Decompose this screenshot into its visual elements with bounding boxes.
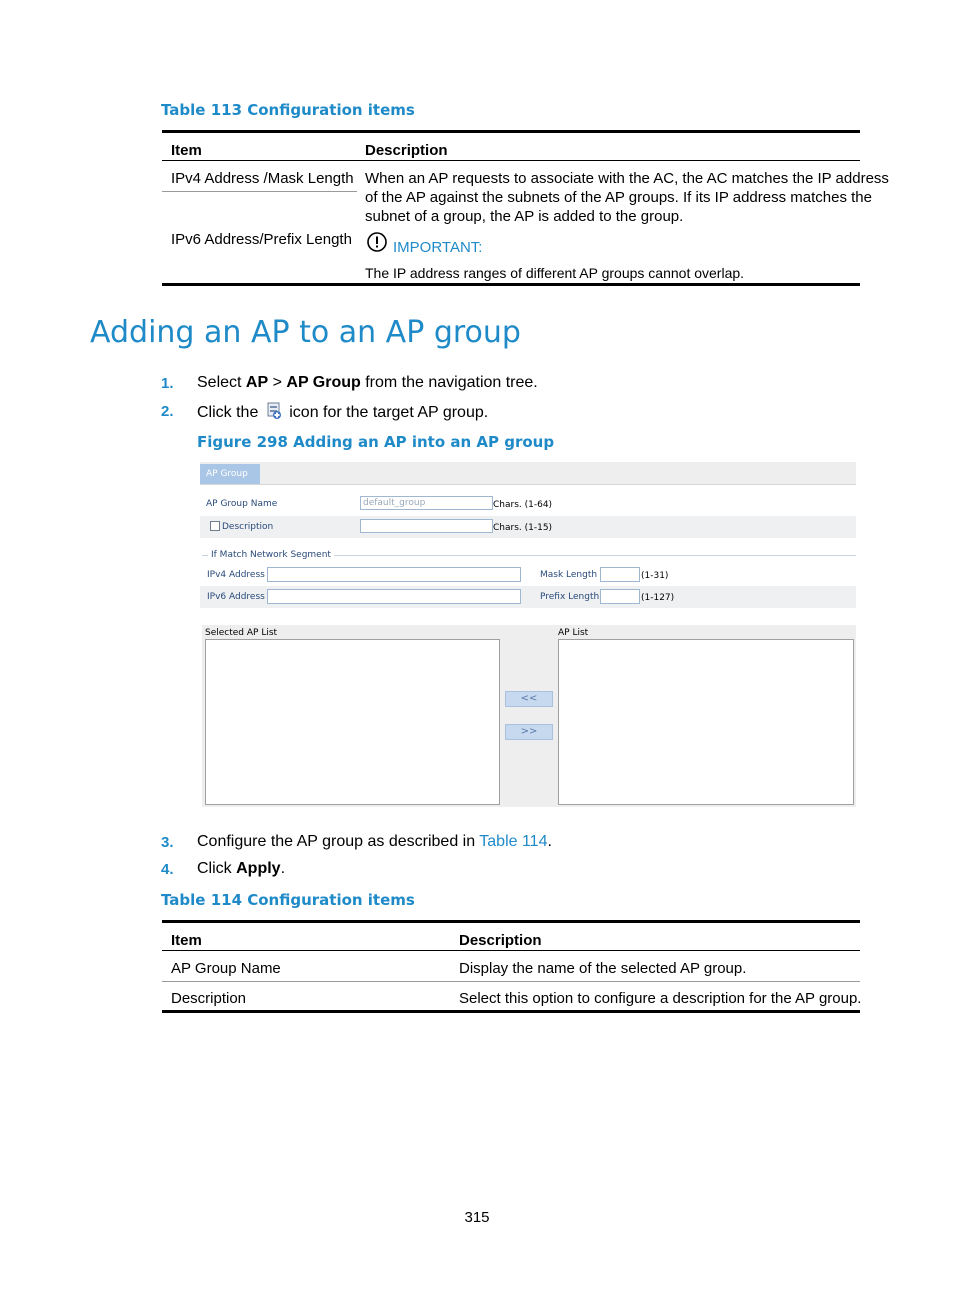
table-header-item: Item bbox=[171, 142, 202, 159]
mask-length-hint: (1-31) bbox=[641, 571, 669, 581]
description-label: Description bbox=[222, 522, 274, 532]
ipv4-label: IPv4 Address bbox=[207, 570, 265, 580]
ap-group-name-row bbox=[200, 494, 856, 516]
description-hint: Chars. (1-15) bbox=[493, 523, 553, 533]
table-cell-description-line: When an AP requests to associate with the AC, the AC matches the IP address bbox=[365, 170, 889, 187]
table-cell-item: AP Group Name bbox=[171, 960, 281, 977]
table-114-link[interactable]: Table 114 bbox=[479, 833, 548, 850]
ap-group-add-icon bbox=[263, 402, 285, 420]
important-icon bbox=[367, 232, 387, 252]
step-1-text: Select AP > AP Group from the navigation tree. bbox=[197, 374, 538, 391]
section-title: Adding an AP to an AP group bbox=[90, 315, 521, 350]
description-checkbox[interactable] bbox=[210, 521, 220, 531]
prefix-length-field[interactable] bbox=[600, 589, 640, 604]
table-cell-item: IPv4 Address /Mask Length bbox=[171, 170, 354, 187]
table-row-rule bbox=[162, 191, 357, 192]
table-cell-description: Select this option to configure a description for the AP group. bbox=[459, 990, 862, 1007]
important-text: The IP address ranges of different AP groups cannot overlap. bbox=[365, 265, 745, 281]
step-number: 1. bbox=[161, 375, 174, 392]
step-number: 3. bbox=[161, 834, 174, 851]
page-number: 315 bbox=[464, 1209, 490, 1226]
important-label: IMPORTANT: bbox=[393, 239, 483, 256]
move-to-selected-button[interactable]: << bbox=[505, 691, 553, 707]
table-top-rule bbox=[162, 130, 860, 133]
table-113-caption: Table 113 Configuration items bbox=[161, 101, 415, 119]
ipv4-field[interactable] bbox=[267, 567, 521, 582]
network-segment-legend: If Match Network Segment bbox=[208, 550, 334, 560]
step-2-text: Click the icon for the target AP group. bbox=[197, 404, 489, 421]
move-to-ap-list-button[interactable]: >> bbox=[505, 724, 553, 740]
table-header-description: Description bbox=[365, 142, 448, 159]
step-number: 2. bbox=[161, 403, 174, 420]
step-3-text: Configure the AP group as described in Table 114. bbox=[197, 833, 552, 850]
table-cell-description-line: of the AP against the subnets of the AP groups. If its IP address matches the bbox=[365, 189, 872, 206]
mask-length-field[interactable] bbox=[600, 567, 640, 582]
table-cell-item: IPv6 Address/Prefix Length bbox=[171, 231, 352, 248]
table-bottom-rule bbox=[162, 1010, 860, 1013]
ap-group-name-hint: Chars. (1-64) bbox=[493, 500, 553, 510]
ap-group-screenshot bbox=[200, 462, 856, 808]
table-header-item: Item bbox=[171, 932, 202, 949]
selected-ap-list[interactable] bbox=[205, 639, 500, 805]
selected-ap-list-label: Selected AP List bbox=[205, 628, 278, 638]
ipv6-label: IPv6 Address bbox=[207, 592, 265, 602]
table-114-caption: Table 114 Configuration items bbox=[161, 891, 415, 909]
table-cell-item: Description bbox=[171, 990, 247, 1007]
step-number: 4. bbox=[161, 861, 174, 878]
table-header-rule bbox=[162, 950, 860, 951]
ap-group-name-field[interactable]: default_group bbox=[360, 496, 493, 510]
table-header-description: Description bbox=[459, 932, 542, 949]
table-header-rule bbox=[162, 160, 860, 161]
ap-list[interactable] bbox=[558, 639, 854, 805]
ipv6-field[interactable] bbox=[267, 589, 521, 604]
description-row bbox=[200, 516, 856, 538]
mask-length-label: Mask Length bbox=[540, 570, 598, 580]
table-cell-description-line: subnet of a group, the AP is added to the group. bbox=[365, 208, 684, 225]
ipv4-row bbox=[200, 564, 856, 586]
step-4-text: Click Apply. bbox=[197, 860, 286, 877]
figure-caption: Figure 298 Adding an AP into an AP group bbox=[197, 433, 555, 451]
prefix-length-hint: (1-127) bbox=[641, 593, 675, 603]
table-bottom-rule bbox=[162, 283, 860, 286]
table-top-rule bbox=[162, 920, 860, 923]
prefix-length-label: Prefix Length bbox=[540, 592, 600, 602]
tab-bar bbox=[200, 462, 856, 485]
ap-group-name-label: AP Group Name bbox=[206, 499, 278, 509]
description-field[interactable] bbox=[360, 519, 493, 533]
table-cell-description: Display the name of the selected AP group. bbox=[459, 960, 747, 977]
tab-ap-group[interactable]: AP Group bbox=[200, 464, 260, 484]
ipv6-row bbox=[200, 586, 856, 608]
ap-list-label: AP List bbox=[558, 628, 589, 638]
table-row-rule bbox=[162, 981, 860, 982]
